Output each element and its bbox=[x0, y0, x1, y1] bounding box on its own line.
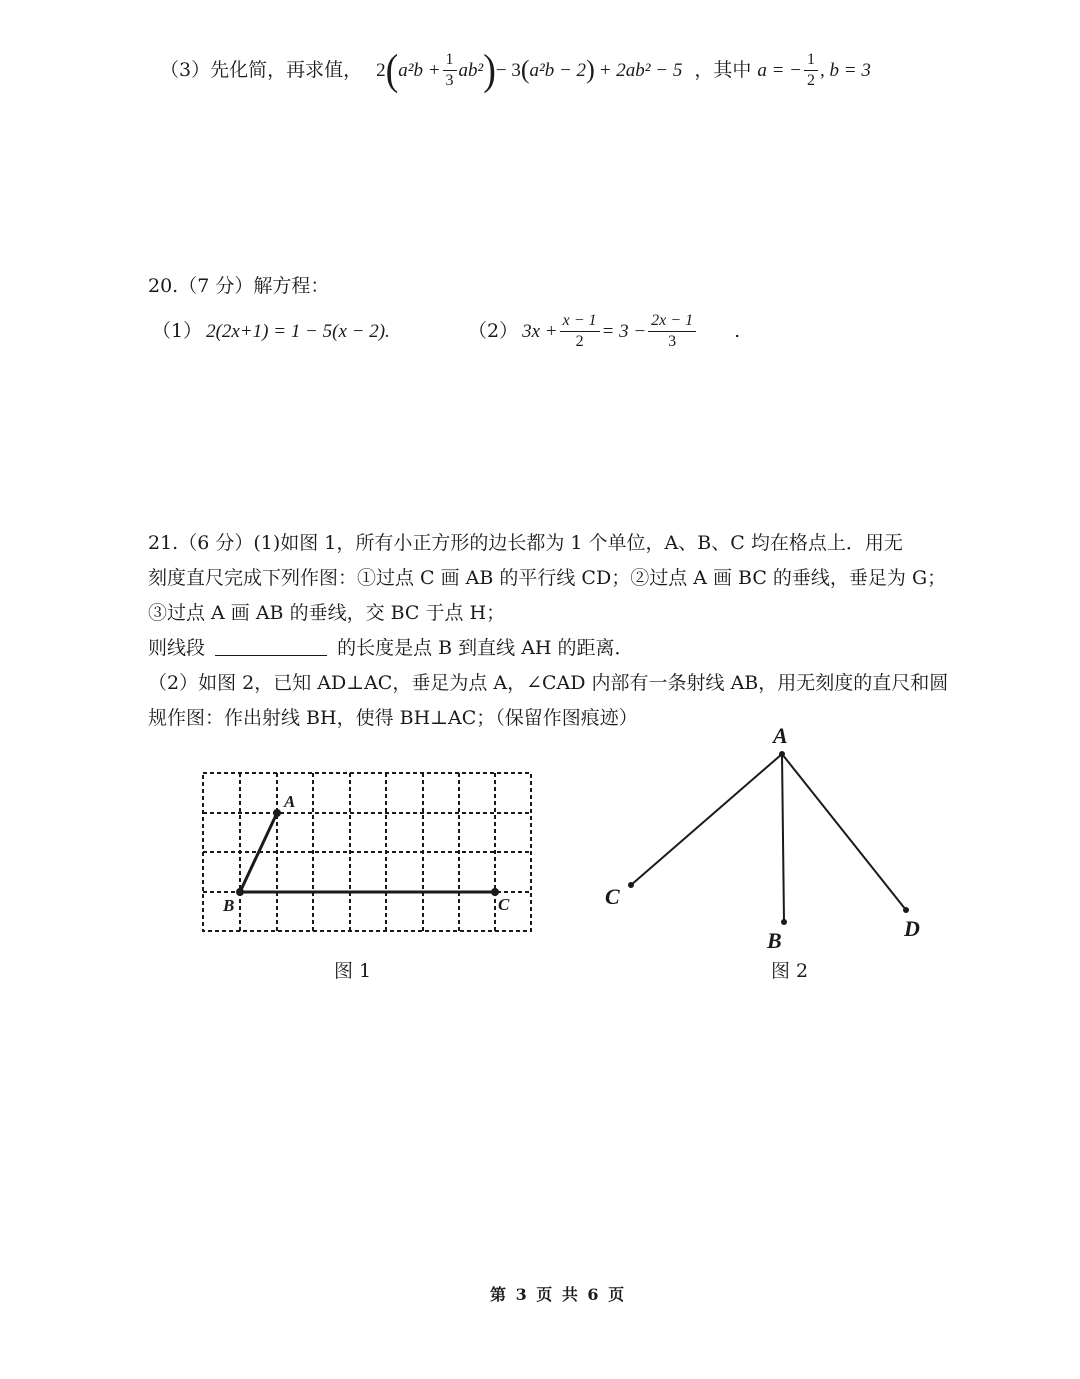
q19-b-part: , b = 3 bbox=[820, 59, 871, 81]
q19-expression bbox=[376, 45, 683, 95]
q19-term-a: a²b + bbox=[398, 59, 441, 81]
q20-part2-end: . bbox=[734, 319, 741, 342]
q19-paren-open: ( bbox=[385, 45, 399, 95]
q19-paren2-open: ( bbox=[520, 55, 530, 84]
label-c: C bbox=[498, 895, 510, 914]
q20-f2-den: 3 bbox=[668, 332, 677, 350]
q19-fraction-third bbox=[443, 51, 457, 89]
q19-inner2: a²b − 2 bbox=[529, 59, 587, 81]
label-b2: B bbox=[767, 928, 782, 953]
q19-frac-num: 1 bbox=[443, 51, 457, 71]
point-b bbox=[236, 888, 244, 896]
q19-where-label: ，其中 bbox=[694, 58, 752, 81]
point-b2 bbox=[781, 919, 787, 925]
q19-term-b: ab² bbox=[458, 59, 484, 81]
label-d2: D bbox=[904, 916, 920, 941]
segment-ac bbox=[631, 754, 782, 885]
q20-part1 bbox=[152, 313, 390, 349]
figure1-grid bbox=[195, 765, 540, 940]
q20-f1-num: x − 1 bbox=[560, 312, 600, 332]
q21-line5: （2）如图 2，已知 AD⊥AC，垂足为点 A，∠CAD 内部有一条射线 AB，用无刻度的直尺和圆 bbox=[148, 672, 949, 694]
point-a bbox=[273, 809, 281, 817]
q19-a-num: 1 bbox=[804, 51, 818, 71]
q19-paren-close: ) bbox=[483, 45, 496, 95]
q19-a-lhs: a = − bbox=[757, 59, 802, 81]
page-number: 第 3 页 共 6 页 bbox=[490, 1285, 627, 1304]
q19-tail: + 2ab² − 5 bbox=[598, 59, 683, 81]
point-c2 bbox=[628, 882, 634, 888]
q19-part3 bbox=[160, 45, 871, 95]
q20-f2-num: 2x − 1 bbox=[648, 312, 696, 332]
segment-ad bbox=[782, 754, 906, 910]
q20-part2-fraction2 bbox=[648, 312, 696, 350]
q20-part2-label: （2） bbox=[468, 319, 519, 342]
q20-part1-equation: 2(2x+1) = 1 − 5(x − 2). bbox=[206, 320, 390, 342]
q19-a-den: 2 bbox=[807, 71, 815, 89]
q19-mid: − 3 bbox=[495, 59, 521, 81]
q19-paren2-close: ) bbox=[586, 55, 595, 84]
figure1-gridlines bbox=[203, 773, 531, 931]
q20-f1-den: 2 bbox=[575, 332, 584, 350]
q19-values bbox=[757, 51, 870, 89]
q19-coef1: 2 bbox=[376, 59, 386, 81]
point-a2 bbox=[779, 751, 785, 757]
q19-a-fraction bbox=[804, 51, 818, 89]
q19-frac-den: 3 bbox=[445, 71, 454, 89]
point-d2 bbox=[903, 907, 909, 913]
ray-ab bbox=[782, 754, 784, 922]
q20-part1-label: （1） bbox=[152, 319, 203, 342]
q20-part2-fraction1 bbox=[560, 312, 600, 350]
label-c2: C bbox=[605, 884, 620, 909]
q19-part3-label: （3）先化简，再求值， bbox=[160, 58, 363, 81]
label-b: B bbox=[223, 896, 235, 915]
q21-line6: 规作图：作出射线 BH，使得 BH⊥AC；（保留作图痕迹） bbox=[148, 707, 638, 729]
q21-line2: 刻度直尺完成下列作图：①过点 C 画 AB 的平行线 CD；②过点 A 画 BC 的垂线，垂足为 G； bbox=[148, 567, 947, 589]
q21-line4-post: 的长度是点 B 到直线 AH 的距离． bbox=[337, 637, 634, 659]
label-a: A bbox=[284, 792, 296, 811]
label-a2: A bbox=[773, 723, 788, 748]
q21-line4 bbox=[148, 639, 634, 658]
q20-part2-mid: = 3 − bbox=[601, 320, 647, 342]
q21-line1: 21.（6 分）(1)如图 1，所有小正方形的边长都为 1 个单位，A、B、C 均在格点上．用无 bbox=[148, 532, 903, 554]
q20-part2-lhs: 3x + bbox=[522, 320, 558, 342]
q21-line3: ③过点 A 画 AB 的垂线，交 BC 于点 H； bbox=[148, 602, 506, 624]
answer-blank[interactable] bbox=[215, 655, 327, 656]
q21-line4-pre: 则线段 bbox=[148, 637, 206, 659]
figure2-rays bbox=[595, 720, 940, 960]
q20-part2 bbox=[468, 306, 740, 356]
figure2-caption: 图 2 bbox=[771, 960, 809, 982]
q20-title: 20.（7 分）解方程： bbox=[148, 275, 330, 297]
figure1-caption: 图 1 bbox=[334, 960, 372, 982]
